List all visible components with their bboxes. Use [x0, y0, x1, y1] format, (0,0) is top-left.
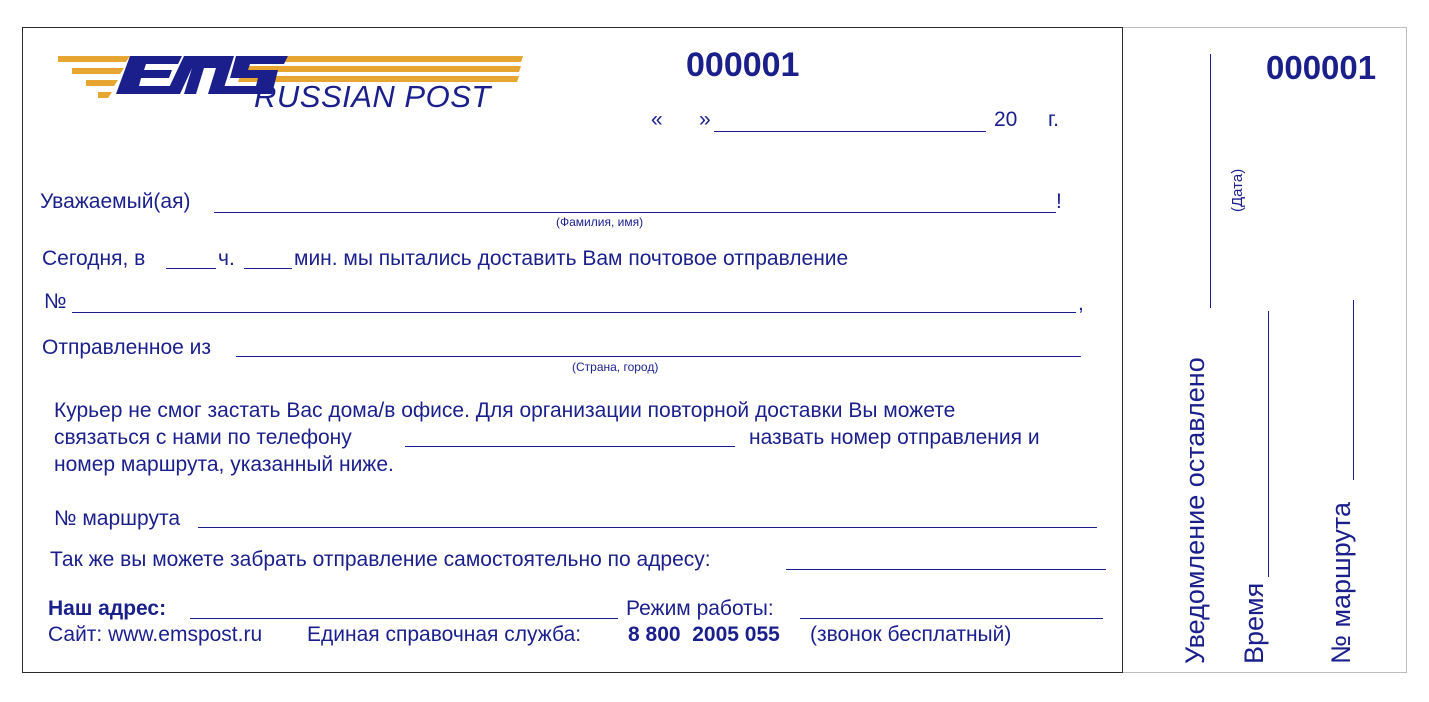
stub-route-label: № маршрута	[1326, 501, 1356, 664]
greeting-hint: (Фамилия, имя)	[556, 215, 644, 229]
stub-time-label: Время	[1239, 582, 1269, 664]
route-label: № маршрута	[54, 507, 181, 530]
today-text-1: Сегодня, в	[42, 247, 146, 270]
site-label: Сайт: www.emspost.ru	[48, 623, 263, 646]
stub-notice-label: Уведомление оставлено	[1180, 357, 1210, 664]
route-field[interactable]	[198, 527, 1097, 528]
stub-date-hint: (Дата)	[1229, 168, 1246, 212]
date-year-suffix: г.	[1048, 108, 1059, 131]
stub-date-field[interactable]	[1210, 54, 1211, 308]
sent-from-hint: (Страна, город)	[572, 360, 659, 374]
address-label: Наш адрес:	[48, 597, 167, 620]
pickup-address-field[interactable]	[786, 569, 1106, 570]
courier-line-3: номер маршрута, указанный ниже.	[54, 453, 394, 476]
helpline-number: 8 800 2005 055	[628, 623, 780, 646]
greeting-end: !	[1056, 190, 1062, 213]
notice-stub	[1123, 27, 1407, 673]
pickup-label: Так же вы можете забрать отправление самостоятельно по адресу:	[50, 548, 711, 571]
date-close-quote: »	[699, 108, 711, 131]
address-field[interactable]	[190, 618, 618, 619]
item-number-field[interactable]	[72, 312, 1076, 313]
form-number: 000001	[686, 46, 800, 84]
greeting-label: Уважаемый(ая)	[40, 190, 191, 213]
stub-time-field[interactable]	[1268, 311, 1269, 577]
ems-logo	[58, 52, 528, 114]
courier-line-2a: связаться с нами по телефону	[54, 426, 352, 449]
sent-from-label: Отправленное из	[42, 336, 212, 359]
item-number-end: ,	[1078, 292, 1084, 315]
greeting-name-field[interactable]	[214, 212, 1056, 213]
helpline-note: (звонок бесплатный)	[810, 623, 1012, 646]
date-year-prefix: 20	[994, 108, 1018, 131]
today-minutes-field[interactable]	[244, 268, 292, 269]
ems-logo-brand: RUSSIAN POST	[254, 79, 491, 114]
today-text-2: ч.	[218, 247, 235, 270]
today-hours-field[interactable]	[166, 268, 216, 269]
courier-line-1: Курьер не смог застать Вас дома/в офисе. Для организации повторной доставки Вы можете	[54, 399, 956, 422]
date-open-quote: «	[651, 108, 663, 131]
courier-phone-field[interactable]	[405, 446, 735, 447]
date-month-field[interactable]	[714, 131, 986, 132]
hours-field[interactable]	[800, 618, 1103, 619]
item-number-label: №	[44, 290, 67, 313]
sent-from-field[interactable]	[236, 356, 1081, 357]
stub-number: 000001	[1266, 49, 1377, 86]
stub-route-field[interactable]	[1353, 300, 1354, 480]
helpline-label: Единая справочная служба:	[307, 623, 582, 646]
ems-logo-graphic	[58, 52, 528, 114]
today-text-3: мин. мы пытались доставить Вам почтовое отправление	[294, 247, 849, 270]
hours-label: Режим работы:	[626, 597, 774, 620]
courier-line-2b: назвать номер отправления и	[749, 426, 1040, 449]
